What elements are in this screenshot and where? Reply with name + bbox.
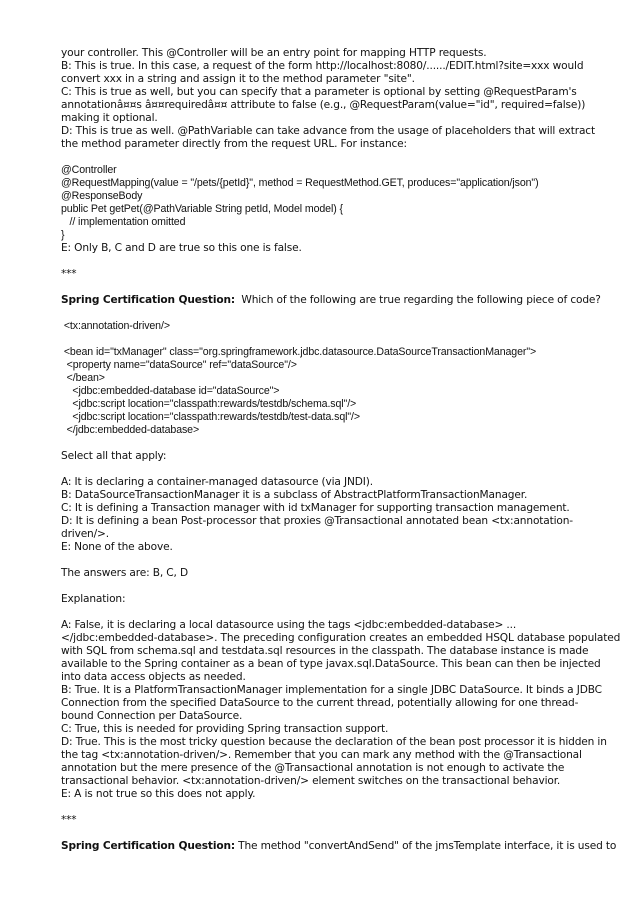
code-line: </jdbc:embedded-database> xyxy=(61,424,200,436)
text-line: with SQL from schema.sql and testdata.sql resources in the classpath. The database instance is made xyxy=(61,645,589,657)
option-a: A: It is declaring a container-managed datasource (via JNDI). xyxy=(61,476,373,488)
text-line: transactional behavior. <tx:annotation-driven/> element switches on the transactional behavior. xyxy=(61,775,561,787)
text-line: into data access objects as needed. xyxy=(61,671,246,683)
code-line: <property name="dataSource" ref="dataSource"/> xyxy=(61,359,297,371)
separator: *** xyxy=(61,814,77,826)
text-line: your controller. This @Controller will be an entry point for mapping HTTP requests. xyxy=(61,47,487,59)
text-line: annotation but the mere presence of the @Transactional annotation is not enough to activate the xyxy=(61,762,565,774)
text-line: available to the Spring container as a bean of type javax.sql.DataSource. This bean can then be injected xyxy=(61,658,601,670)
text-line: the tag <tx:annotation-driven/>. Remember that you can mark any method with the @Transactional xyxy=(61,749,582,761)
code-line: public Pet getPet(@PathVariable String petId, Model model) { xyxy=(61,203,343,215)
text-line: Select all that apply: xyxy=(61,450,167,462)
answer-line: The answers are: B, C, D xyxy=(61,567,188,579)
text-line: bound Connection per DataSource. xyxy=(61,710,243,722)
text-line: D: True. This is the most tricky question because the declaration of the bean post processor it is hidden in xyxy=(61,736,607,748)
text-line: C: True, this is needed for providing Spring transaction support. xyxy=(61,723,389,735)
code-line: @RequestMapping(value = "/pets/{petId}", method = RequestMethod.GET, produces="application/json") xyxy=(61,177,539,189)
question-heading xyxy=(61,294,601,307)
text-line: D: This is true as well. @PathVariable can take advance from the usage of placeholders that will extract xyxy=(61,125,595,137)
question-text: The method "convertAndSend" of the jmsTemplate interface, it is used to xyxy=(238,840,617,852)
code-line: <tx:annotation-driven/> xyxy=(61,320,170,332)
option-c: C: It is defining a Transaction manager with id txManager for supporting transaction management. xyxy=(61,502,570,514)
code-line: <jdbc:embedded-database id="dataSource"> xyxy=(61,385,280,397)
text-line: Connection from the specified DataSource to the current thread, potentially allowing for one thread- xyxy=(61,697,579,709)
option-b: B: DataSourceTransactionManager it is a subclass of AbstractPlatformTransactionManager. xyxy=(61,489,528,501)
code-line: <bean id="txManager" class="org.springframework.jdbc.datasource.DataSourceTransactionManager"> xyxy=(61,346,537,358)
code-line: @ResponseBody xyxy=(61,190,143,202)
text-line: B: This is true. In this case, a request of the form http://localhost:8080/....../EDIT.html?site=xxx would xyxy=(61,60,584,72)
question-label: Spring Certification Question: xyxy=(61,840,235,852)
text-line: making it optional. xyxy=(61,112,158,124)
text-line: C: This is true as well, but you can specify that a parameter is optional by setting @RequestParam's xyxy=(61,86,577,98)
text-line: E: Only B, C and D are true so this one is false. xyxy=(61,242,302,254)
text-line: the method parameter directly from the request URL. For instance: xyxy=(61,138,407,150)
option-d: D: It is defining a bean Post-processor that proxies @Transactional annotated bean <tx:annotation- xyxy=(61,515,573,527)
code-line: } xyxy=(61,229,65,241)
code-line: </bean> xyxy=(61,372,105,384)
question-heading xyxy=(61,840,616,853)
question-label: Spring Certification Question: xyxy=(61,294,235,306)
option-d-cont: driven/>. xyxy=(61,528,109,540)
separator: *** xyxy=(61,268,77,280)
explanation-heading: Explanation: xyxy=(61,593,126,605)
code-line: <jdbc:script location="classpath:rewards/testdb/test-data.sql"/> xyxy=(61,411,360,423)
text-line: </jdbc:embedded-database>. The preceding configuration creates an embedded HSQL database populated xyxy=(61,632,621,644)
text-line: convert xxx in a string and assign it to the method parameter "site". xyxy=(61,73,415,85)
text-line: annotationâ¤¤s â¤¤requiredâ¤¤ attribute to false (e.g., @RequestParam(value="id", required=false)) xyxy=(61,99,586,111)
code-line: <jdbc:script location="classpath:rewards/testdb/schema.sql"/> xyxy=(61,398,357,410)
question-text: Which of the following are true regarding the following piece of code? xyxy=(241,294,601,306)
code-line: // implementation omitted xyxy=(61,216,186,228)
text-line: B: True. It is a PlatformTransactionManager implementation for a single JDBC DataSource. It binds a JDBC xyxy=(61,684,602,696)
option-e: E: None of the above. xyxy=(61,541,173,553)
text-line: A: False, it is declaring a local datasource using the tags <jdbc:embedded-database> ... xyxy=(61,619,517,631)
text-line: E: A is not true so this does not apply. xyxy=(61,788,256,800)
code-line: @Controller xyxy=(61,164,117,176)
